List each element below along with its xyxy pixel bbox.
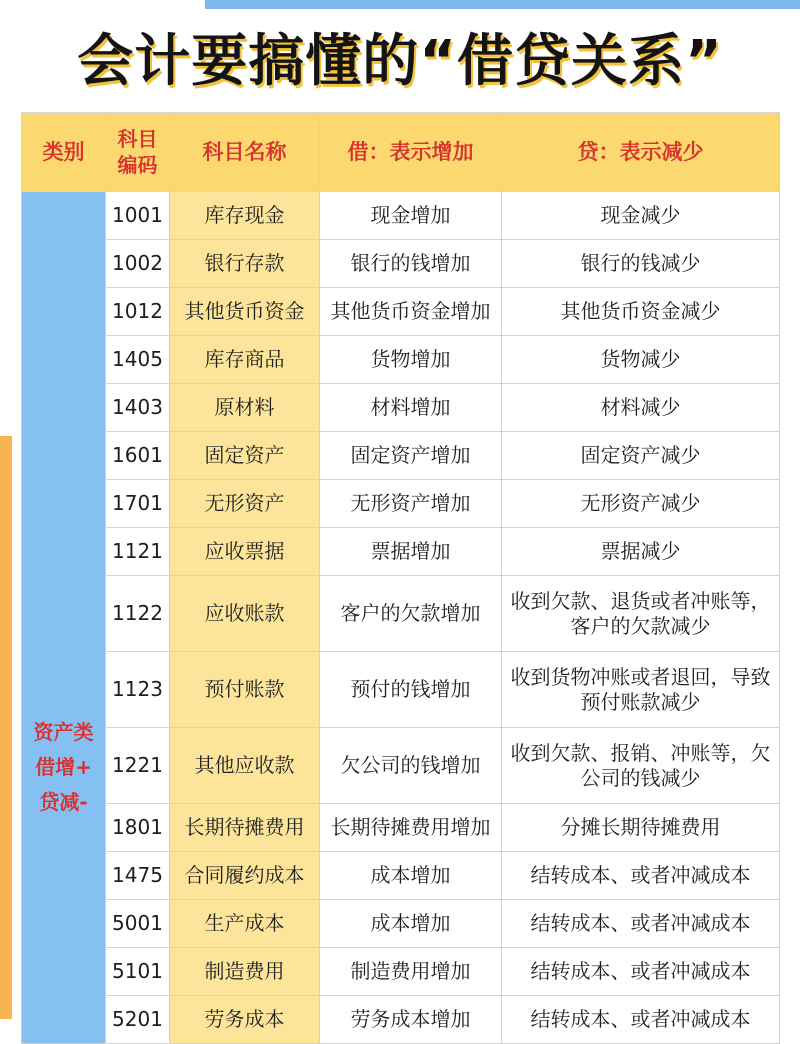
- table-row: [22, 192, 780, 240]
- credit-cell: 材料减少: [502, 384, 780, 432]
- credit-cell: 结转成本、或者冲减成本: [502, 996, 780, 1044]
- code-cell: 1012: [106, 288, 170, 336]
- code-cell: 1601: [106, 432, 170, 480]
- debit-cell: 劳务成本增加: [320, 996, 502, 1044]
- name-cell: 长期待摊费用: [170, 804, 320, 852]
- name-cell: 库存商品: [170, 336, 320, 384]
- name-cell: 库存现金: [170, 192, 320, 240]
- debit-cell: 银行的钱增加: [320, 240, 502, 288]
- name-cell: 其他应收款: [170, 728, 320, 804]
- credit-cell: 票据减少: [502, 528, 780, 576]
- table-row: [22, 728, 780, 804]
- debit-cell: 客户的欠款增加: [320, 576, 502, 652]
- code-cell: 1221: [106, 728, 170, 804]
- table-row: [22, 288, 780, 336]
- table-row: [22, 996, 780, 1044]
- header-name: 科目名称: [170, 113, 320, 192]
- code-cell: 1701: [106, 480, 170, 528]
- code-cell: 1121: [106, 528, 170, 576]
- credit-cell: 结转成本、或者冲减成本: [502, 852, 780, 900]
- category-cell: [22, 192, 106, 1044]
- debit-cell: 成本增加: [320, 852, 502, 900]
- debit-cell: 无形资产增加: [320, 480, 502, 528]
- header-debit: 借：表示增加: [320, 113, 502, 192]
- credit-cell: 收到欠款、退货或者冲账等，客户的欠款减少: [502, 576, 780, 652]
- name-cell: 银行存款: [170, 240, 320, 288]
- code-cell: 1122: [106, 576, 170, 652]
- table-row: [22, 528, 780, 576]
- name-cell: 固定资产: [170, 432, 320, 480]
- page-title: 会计要搞懂的“借贷关系”: [77, 29, 723, 94]
- debit-cell: 材料增加: [320, 384, 502, 432]
- credit-cell: 无形资产减少: [502, 480, 780, 528]
- credit-cell: 固定资产减少: [502, 432, 780, 480]
- credit-cell: 银行的钱减少: [502, 240, 780, 288]
- left-accent-bar: [0, 436, 12, 1019]
- category-line2: 借增+: [35, 755, 92, 779]
- code-cell: 5101: [106, 948, 170, 996]
- code-cell: 5201: [106, 996, 170, 1044]
- code-cell: 1123: [106, 652, 170, 728]
- header-code-line2: 编码: [117, 153, 158, 177]
- debit-cell: 其他货币资金增加: [320, 288, 502, 336]
- code-cell: 1403: [106, 384, 170, 432]
- table-row: [22, 480, 780, 528]
- code-cell: 1475: [106, 852, 170, 900]
- debit-cell: 欠公司的钱增加: [320, 728, 502, 804]
- name-cell: 原材料: [170, 384, 320, 432]
- debit-cell: 固定资产增加: [320, 432, 502, 480]
- debit-cell: 票据增加: [320, 528, 502, 576]
- debit-cell: 制造费用增加: [320, 948, 502, 996]
- header-credit: 贷：表示减少: [502, 113, 780, 192]
- name-cell: 生产成本: [170, 900, 320, 948]
- code-cell: 1801: [106, 804, 170, 852]
- code-cell: 5001: [106, 900, 170, 948]
- table-row: [22, 576, 780, 652]
- accounting-table: [21, 112, 780, 1044]
- header-category: 类别: [22, 113, 106, 192]
- name-cell: 应收账款: [170, 576, 320, 652]
- table-row: [22, 240, 780, 288]
- credit-cell: 现金减少: [502, 192, 780, 240]
- credit-cell: 结转成本、或者冲减成本: [502, 948, 780, 996]
- table-row: [22, 384, 780, 432]
- table-header-row: [22, 113, 780, 192]
- name-cell: 制造费用: [170, 948, 320, 996]
- table-row: [22, 852, 780, 900]
- top-accent-bar: [205, 0, 800, 9]
- table-row: [22, 900, 780, 948]
- name-cell: 预付账款: [170, 652, 320, 728]
- name-cell: 其他货币资金: [170, 288, 320, 336]
- credit-cell: 收到货物冲账或者退回，导致预付账款减少: [502, 652, 780, 728]
- debit-cell: 现金增加: [320, 192, 502, 240]
- credit-cell: 其他货币资金减少: [502, 288, 780, 336]
- debit-cell: 货物增加: [320, 336, 502, 384]
- debit-cell: 长期待摊费用增加: [320, 804, 502, 852]
- code-cell: 1002: [106, 240, 170, 288]
- name-cell: 应收票据: [170, 528, 320, 576]
- credit-cell: 结转成本、或者冲减成本: [502, 900, 780, 948]
- credit-cell: 货物减少: [502, 336, 780, 384]
- credit-cell: 分摊长期待摊费用: [502, 804, 780, 852]
- name-cell: 无形资产: [170, 480, 320, 528]
- code-cell: 1405: [106, 336, 170, 384]
- table-row: [22, 804, 780, 852]
- credit-cell: 收到欠款、报销、冲账等，欠公司的钱减少: [502, 728, 780, 804]
- header-code-line1: 科目: [117, 127, 158, 151]
- name-cell: 合同履约成本: [170, 852, 320, 900]
- category-line1: 资产类: [33, 720, 94, 744]
- category-line3: 贷减-: [39, 790, 88, 814]
- table-row: [22, 948, 780, 996]
- code-cell: 1001: [106, 192, 170, 240]
- table-row: [22, 336, 780, 384]
- debit-cell: 预付的钱增加: [320, 652, 502, 728]
- debit-cell: 成本增加: [320, 900, 502, 948]
- name-cell: 劳务成本: [170, 996, 320, 1044]
- header-code: [106, 113, 170, 192]
- table-row: [22, 652, 780, 728]
- table-row: [22, 432, 780, 480]
